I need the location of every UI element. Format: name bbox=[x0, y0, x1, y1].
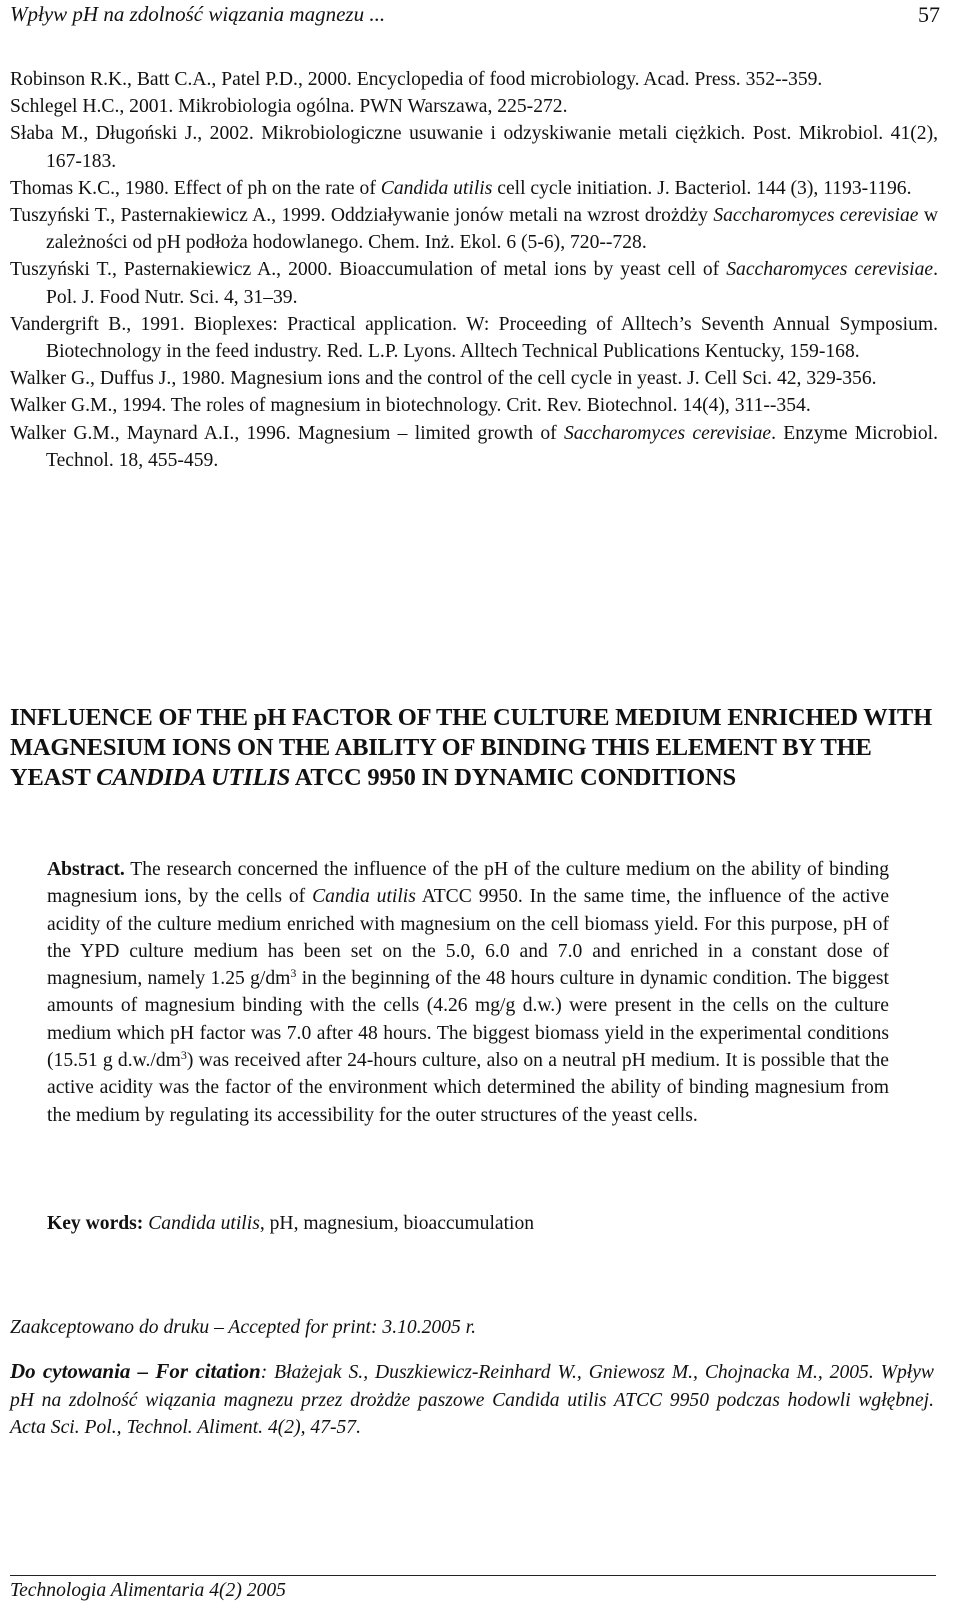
reference-item bbox=[10, 93, 938, 120]
reference-item bbox=[10, 365, 938, 392]
reference-item bbox=[10, 202, 938, 256]
reference-item bbox=[10, 66, 938, 93]
running-title: Wpływ pH na zdolność wiązania magnezu ... bbox=[10, 2, 386, 26]
english-title bbox=[10, 703, 940, 793]
species-name: Candia utilis bbox=[312, 886, 416, 908]
accepted-note: Zaakceptowano do druku – Accepted for print: 3.10.2005 r. bbox=[10, 1317, 477, 1338]
title-text: INFLUENCE OF THE pH FACTOR OF THE CULTURE MEDIUM ENRICHED WITH MAGNESIUM IONS ON THE ABILITY OF BINDING THIS ELEMENT BY THE YEAST bbox=[10, 704, 932, 791]
reference-text: Walker G., Duffus J., 1980. Magnesium ions and the control of the cell cycle in yeast. J. Cell Sci. 42, 329-356. bbox=[10, 368, 877, 390]
reference-item bbox=[10, 120, 938, 174]
abstract-label: Abstract. bbox=[47, 859, 125, 880]
reference-item bbox=[10, 311, 938, 365]
species-name: Candida utilis bbox=[143, 1213, 260, 1234]
reference-item bbox=[10, 392, 938, 419]
reference-item bbox=[10, 420, 938, 474]
footer-divider bbox=[10, 1575, 936, 1576]
abstract-text: The research concerned the influence of the pH of the culture medium on the ability of binding magnesium ions, by the cells of bbox=[47, 859, 889, 908]
species-name: Candida utilis bbox=[380, 177, 493, 199]
reference-text: Tuszyński T., Pasternakiewicz A., 2000. Bioaccumulation of metal ions by yeast cell of bbox=[10, 259, 727, 281]
reference-text: Schlegel H.C., 2001. Mikrobiologia ogólna. PWN Warszawa, 225-272. bbox=[10, 96, 568, 118]
reference-item bbox=[10, 175, 938, 202]
citation bbox=[10, 1358, 934, 1442]
running-header bbox=[10, 2, 940, 27]
reference-text: . Pol. J. Food Nutr. Sci. 4, 31–39. bbox=[46, 259, 938, 308]
reference-item bbox=[10, 256, 938, 310]
species-name: Saccharomyces cerevisiae bbox=[713, 205, 919, 227]
citation-lead: Do cytowania – For citation bbox=[10, 1359, 261, 1383]
references-list bbox=[10, 66, 938, 474]
species-name: Saccharomyces cerevisiae bbox=[563, 422, 772, 444]
reference-text: Walker G.M., 1994. The roles of magnesium in biotechnology. Crit. Rev. Biotechnol. 14(4), 311--354. bbox=[10, 395, 811, 417]
abstract-text: ATCC 9950. In the same time, the influence of the active acidity of the culture medium enriched with magnesium on the cell biomass yield. For this purpose, pH of the YPD culture medium has been set on the 5.0, 6.0 and 7.0 and enriched in a constant dose of magnesium, namely 1.25 g/dm bbox=[47, 886, 890, 990]
abstract bbox=[47, 856, 889, 1129]
citation-text: : Błażejak S., Duszkiewicz-Reinhard W., Gniewosz M., Chojnacka M., 2005. Wpływ pH na zdolność wiązania magnezu przez drożdże paszowe Candida utilis ATCC 9950 podczas hodowli wgłębnej. Acta Sci. Pol., Technol. Aliment. 4(2), 47-57. bbox=[10, 1362, 934, 1438]
reference-text: Słaba M., Długoński J., 2002. Mikrobiologiczne usuwanie i odzyskiwanie metali ciężkich. Post. Mikrobiol. 41(2), 167-183. bbox=[10, 123, 938, 172]
abstract-text: ) was received after 24-hours culture, also on a neutral pH medium. It is possible that the active acidity was the factor of the environment which determined the ability of binding magnesium from the medium by regulating its accessibility for the outer structures of the yeast cells. bbox=[47, 1050, 889, 1126]
page-number: 57 bbox=[918, 2, 940, 27]
reference-text: Robinson R.K., Batt C.A., Patel P.D., 2000. Encyclopedia of food microbiology. Acad. Press. 352--359. bbox=[10, 69, 823, 90]
reference-text: . Enzyme Microbiol. Technol. 18, 455-459. bbox=[46, 422, 939, 471]
reference-text: Walker G.M., Maynard A.I., 1996. Magnesium – limited growth of bbox=[10, 422, 564, 444]
reference-text: Vandergrift B., 1991. Bioplexes: Practical application. W: Proceeding of Alltech’s Seventh Annual Symposium. Biotechnology in the feed industry. Red. L.P. Lyons. Alltech Technical Publications Kentucky, 159-168. bbox=[10, 313, 938, 363]
keywords bbox=[47, 1213, 927, 1235]
reference-text: cell cycle initiation. J. Bacteriol. 144 (3), 1193-1196. bbox=[492, 177, 912, 199]
keywords-label: Key words: bbox=[47, 1213, 144, 1234]
superscript: 3 bbox=[290, 966, 297, 981]
keywords-text: , pH, magnesium, bioaccumulation bbox=[259, 1213, 535, 1234]
title-species: CANDIDA UTILIS bbox=[96, 764, 291, 791]
journal-footer: Technologia Alimentaria 4(2) 2005 bbox=[10, 1580, 286, 1601]
reference-text: Tuszyński T., Pasternakiewicz A., 1999. Oddziaływanie jonów metali na wzrost drożdży bbox=[10, 205, 714, 227]
reference-text: w zależności od pH podłoża hodowlanego. Chem. Inż. Ekol. 6 (5-6), 720--728. bbox=[46, 205, 938, 254]
title-text: ATCC 9950 IN DYNAMIC CONDITIONS bbox=[290, 764, 736, 791]
superscript: 3 bbox=[180, 1048, 187, 1063]
abstract-text: in the beginning of the 48 hours culture in dynamic condition. The biggest amounts of magnesium binding with the cells (4.26 mg/g d.w.) were present in the cells on the culture medium which pH factor was 7.0 after 48 hours. The biggest biomass yield in the experimental conditions (15.51 g d.w./dm bbox=[47, 968, 890, 1072]
reference-text: Thomas K.C., 1980. Effect of ph on the rate of bbox=[10, 177, 381, 199]
species-name: Saccharomyces cerevisiae bbox=[726, 259, 934, 281]
